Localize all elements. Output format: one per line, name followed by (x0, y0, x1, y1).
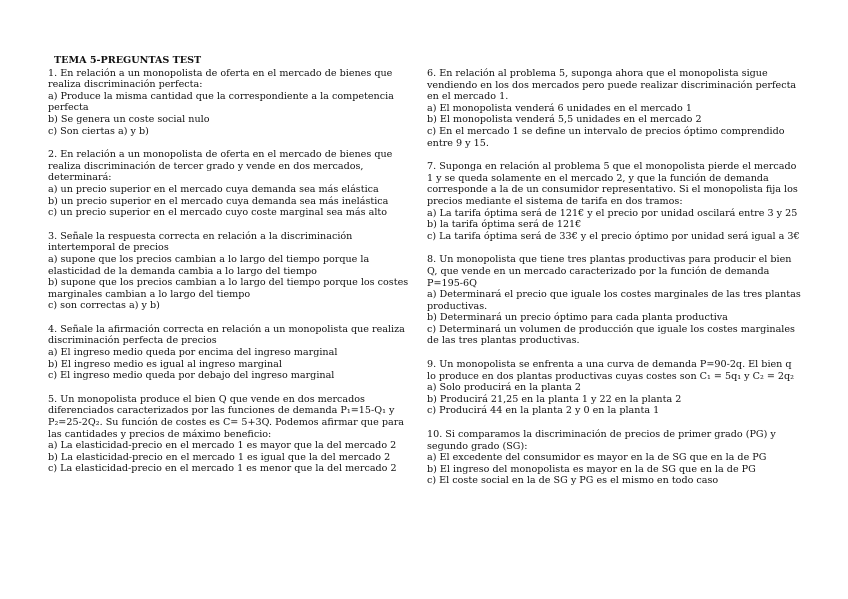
question-4 (48, 324, 420, 382)
question-stem: 10. Si comparamos la discriminación de precios de primer grado (PG) y segundo grado (SG): (427, 429, 776, 452)
page-title: TEMA 5-PREGUNTAS TEST (54, 55, 202, 66)
option-a: a) Solo producirá en la planta 2 (427, 382, 581, 394)
question-stem: 7. Suponga en relación al problema 5 que el monopolista pierde el mercado 1 y se queda solamente en el mercado 2, y que la función de demanda corresponde a la de un consumidor representativo. Si el monopolista fija los precios mediante el sistema de tarifa en dos tramos: (427, 161, 798, 207)
question-2 (48, 149, 420, 219)
option-b: b) Se genera un coste social nulo (48, 113, 210, 125)
question-stem: 6. En relación al problema 5, suponga ahora que el monopolista sigue vendiendo en los dos mercados pero puede realizar discriminación perfecta en el mercado 1. (427, 68, 797, 103)
option-a: a) La elasticidad-precio en el mercado 1 es mayor que la del mercado 2 (48, 440, 397, 452)
question-stem: 9. Un monopolista se enfrenta a una curva de demanda P=90-2q. El bien q lo produce en dos plantas productivas cuyas costes son C₁ = 5q₁ y C₂ = 2q₂ (427, 359, 795, 382)
option-a: a) supone que los precios cambian a lo largo del tiempo porque la elasticidad de la demanda cambia a lo largo del tiempo (48, 253, 370, 277)
option-b: b) El monopolista venderá 5,5 unidades en el mercado 2 (427, 114, 702, 126)
option-b: b) El ingreso del monopolista es mayor en la de SG que en la de PG (427, 463, 756, 475)
question-stem: 4. Señale la afirmación correcta en relación a un monopolista que realiza discriminación perfecta de precios (48, 323, 405, 347)
option-c: c) Determinará un volumen de producción que iguale los costes marginales de las tres plantas productivas. (427, 323, 795, 347)
option-b: b) supone que los precios cambian a lo largo del tiempo porque los costes marginales cambian a lo largo del tiempo (48, 277, 409, 300)
right-column (427, 68, 802, 499)
option-c: c) Son ciertas a) y b) (48, 125, 149, 137)
option-b: b) Producirá 21,25 en la planta 1 y 22 en la planta 2 (427, 393, 682, 405)
question-stem: 2. En relación a un monopolista de oferta en el mercado de bienes que realiza discriminación de tercer grado y vende en dos mercados, determinará: (48, 149, 393, 184)
option-a: a) El ingreso medio queda por encima del ingreso marginal (48, 347, 338, 359)
question-stem: 3. Señale la respuesta correcta en relación a la discriminación intertemporal de precios (48, 230, 353, 254)
option-c: c) un precio superior en el mercado cuyo coste marginal sea más alto (48, 207, 388, 219)
question-7 (427, 161, 802, 242)
option-a: a) Produce la misma cantidad que la correspondiente a la competencia perfecta (48, 90, 394, 114)
question-1 (48, 68, 420, 138)
option-a: a) Determinará el precio que iguale los costes marginales de las tres plantas productivas. (427, 289, 801, 312)
question-stem: 1. En relación a un monopolista de oferta en el mercado de bienes que realiza discriminación perfecta: (48, 67, 393, 91)
question-9 (427, 359, 802, 417)
option-c: c) En el mercado 1 se define un intervalo de precios óptimo comprendido entre 9 y 15. (427, 125, 785, 149)
option-a: a) La tarifa óptima será de 121€ y el precio por unidad oscilará entre 3 y 25 (427, 207, 798, 219)
question-6 (427, 68, 802, 149)
question-5 (48, 394, 420, 475)
option-c: c) La elasticidad-precio en el mercado 1 es menor que la del mercado 2 (48, 463, 397, 475)
option-c: c) son correctas a) y b) (48, 300, 160, 312)
option-c: c) La tarifa óptima será de 33€ y el precio óptimo por unidad será igual a 3€ (427, 230, 800, 242)
option-b: b) la tarifa óptima será de 121€ (427, 219, 582, 231)
left-column (48, 55, 420, 487)
option-a: a) El monopolista venderá 6 unidades en el mercado 1 (427, 102, 692, 114)
option-b: b) La elasticidad-precio en el mercado 1 es igual que la del mercado 2 (48, 451, 391, 463)
option-b: b) El ingreso medio es igual al ingreso marginal (48, 358, 282, 370)
option-b: b) un precio superior en el mercado cuya demanda sea más inelástica (48, 195, 389, 207)
question-3 (48, 231, 420, 312)
question-8 (427, 254, 802, 347)
option-a: a) un precio superior en el mercado cuya demanda sea más elástica (48, 183, 379, 195)
option-c: c) El ingreso medio queda por debajo del ingreso marginal (48, 370, 335, 382)
question-stem: 5. Un monopolista produce el bien Q que vende en dos mercados diferenciados caracterizados por las funciones de demanda P₁=15-Q₁ y P₂=25-2Q₂. Su función de costes es C= 5+3Q. Podemos afirmar que para las cantidades y precios de máximo beneficio: (48, 393, 404, 440)
option-a: a) El excedente del consumidor es mayor en la de SG que en la de PG (427, 452, 767, 464)
option-c: c) Producirá 44 en la planta 2 y 0 en la planta 1 (427, 405, 660, 417)
option-b: b) Determinará un precio óptimo para cada planta productiva (427, 312, 728, 324)
option-c: c) El coste social en la de SG y PG es el mismo en todo caso (427, 475, 719, 487)
question-stem: 8. Un monopolista que tiene tres plantas productivas para producir el bien Q, que vende en un mercado caracterizado por la función de demanda P=195-6Q (427, 254, 792, 289)
question-10 (427, 429, 802, 487)
